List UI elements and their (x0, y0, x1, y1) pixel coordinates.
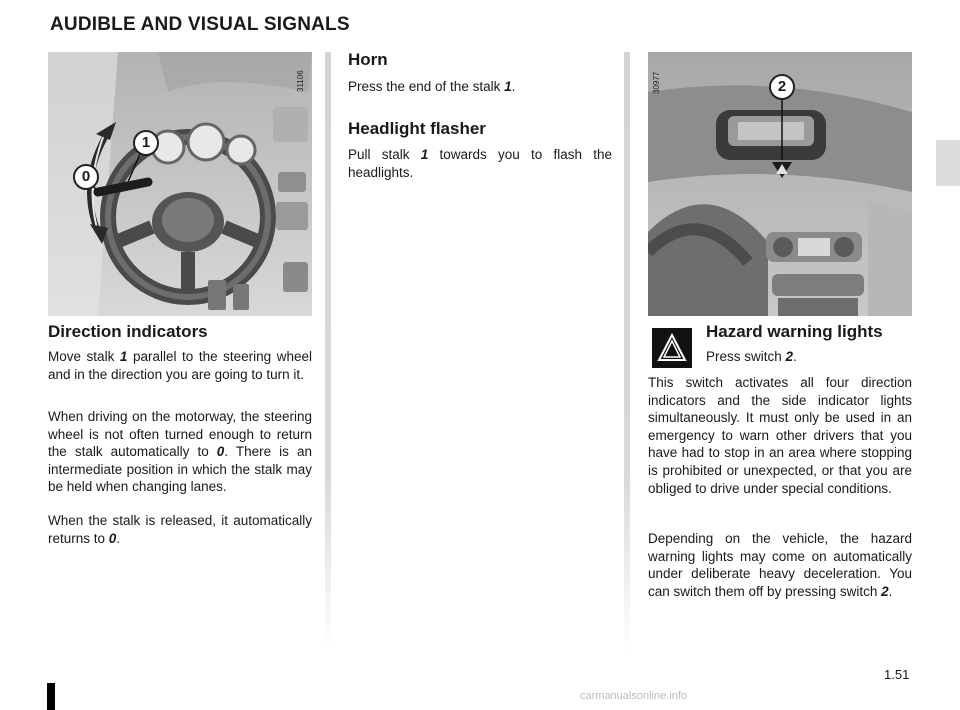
steering-wheel-figure (48, 52, 312, 316)
hazard-warning-icon (652, 328, 692, 368)
chapter-tab (936, 140, 960, 186)
corner-mark (47, 683, 55, 710)
column-divider-right (624, 52, 630, 652)
headlight-flasher-text: Pull stalk 1 towards you to flash the headlights. (348, 147, 612, 180)
hazard-text-2: This switch activates all four direction indicators and the side indicator lights simultaneously. It must only be used in an emergency to warn other drivers that you have had to stop in an area where stopping is prohibited or unexpected, or that you are obliged to drive under special conditions. (648, 375, 912, 496)
dashboard-figure (648, 52, 912, 316)
direction-indicators-text-3: When the stalk is released, it automatically returns to 0. (48, 513, 312, 546)
direction-indicators-text-2: When driving on the motorway, the steering wheel is not often turned enough to return the stalk automatically to 0. There is an intermediate position in which the stalk may be held when changing lanes. (48, 409, 312, 495)
page-title: AUDIBLE AND VISUAL SIGNALS (50, 14, 350, 35)
figure-ref-code: 30977 (652, 71, 661, 94)
figure-ref-code: 31106 (296, 70, 305, 92)
watermark: carmanualsonline.info (580, 690, 688, 702)
page-number: 1.51 (884, 667, 910, 682)
callout-1: 1 (133, 130, 159, 156)
callout-0: 0 (73, 164, 99, 190)
hazard-text-1: Press switch 2. (706, 349, 797, 364)
direction-indicators-text-1: Move stalk 1 parallel to the steering wheel and in the direction you are going to turn it. (48, 349, 312, 382)
hazard-text-3: Depending on the vehicle, the hazard warning lights may come on automatically under deliberate heavy deceleration. You can switch them off by pressing switch 2. (648, 531, 912, 599)
horn-heading: Horn (348, 50, 388, 69)
direction-indicators-heading: Direction indicators (48, 322, 208, 341)
callout-2: 2 (769, 74, 795, 100)
column-divider-left (325, 52, 331, 652)
headlight-flasher-heading: Headlight flasher (348, 119, 486, 138)
horn-text: Press the end of the stalk 1. (348, 79, 516, 94)
hazard-heading: Hazard warning lights (706, 322, 883, 341)
